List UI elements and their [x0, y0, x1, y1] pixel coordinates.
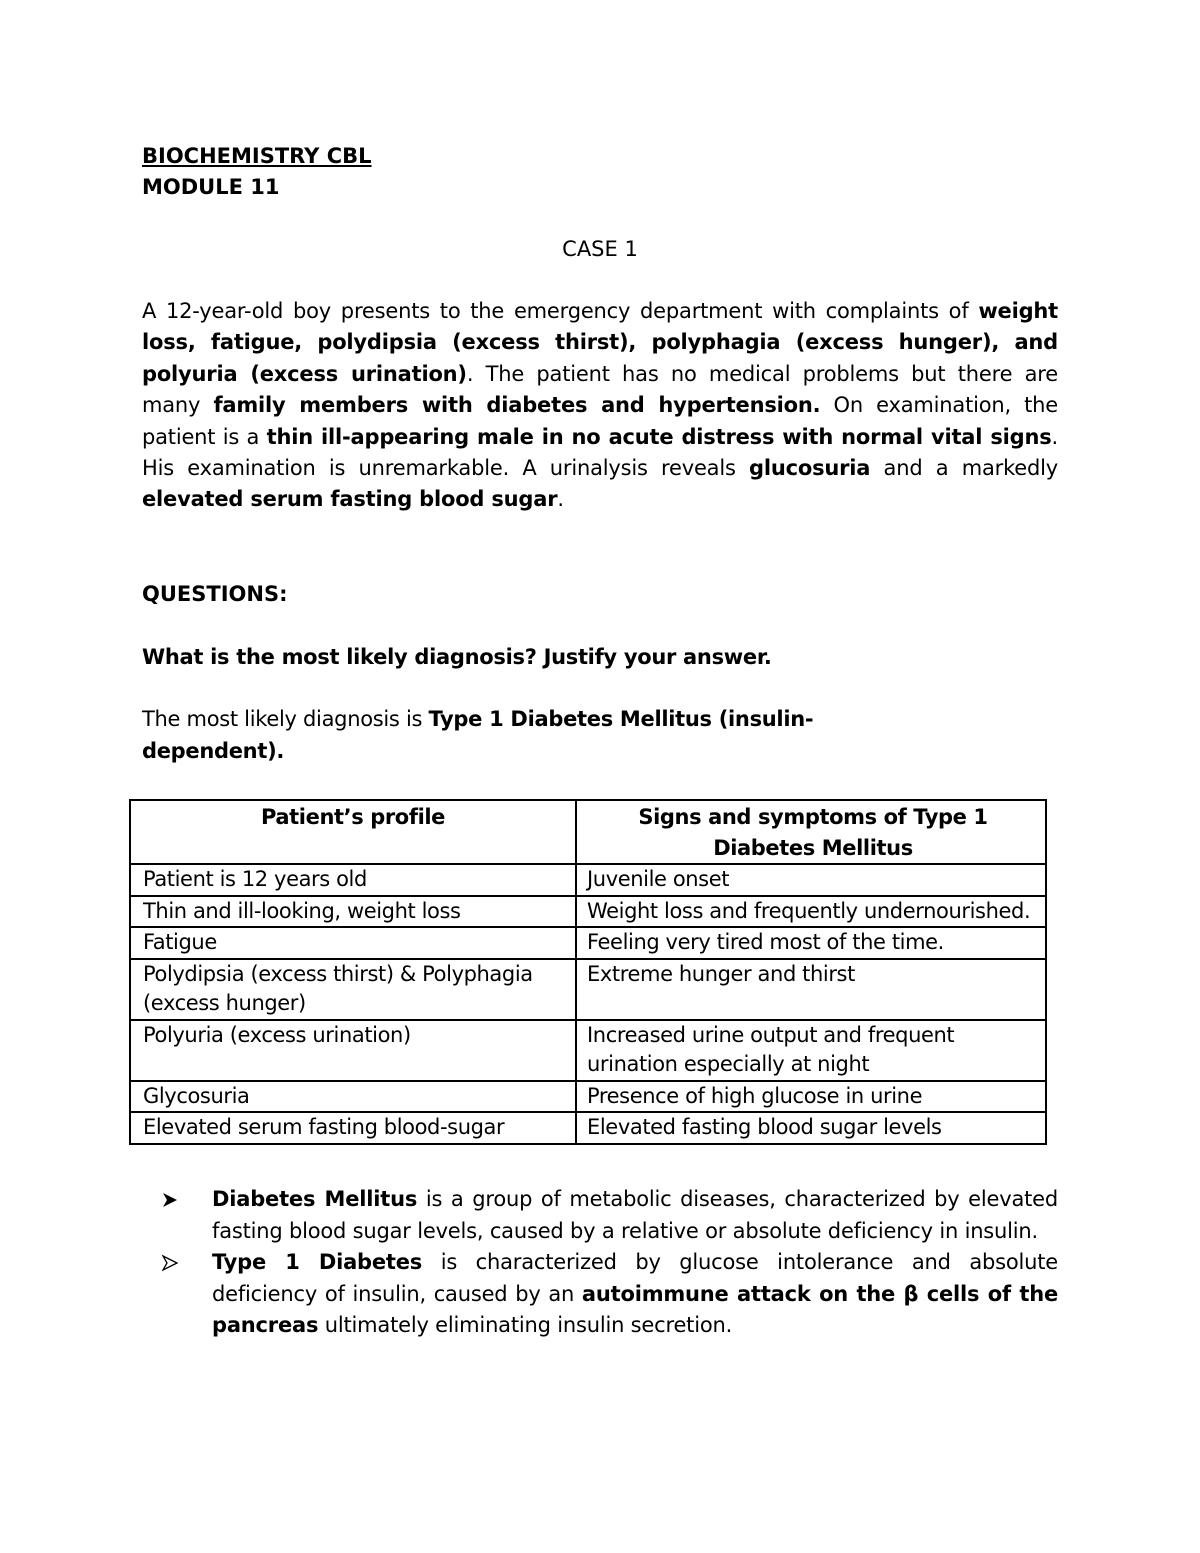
table-cell: Patient is 12 years old — [130, 864, 576, 896]
case-exam-finding: thin ill-appearing male in no acute distress with normal vital signs — [266, 424, 1052, 449]
case-text: . The patient has no medical problems but there are many — [142, 361, 1058, 418]
answer-prefix: The most likely diagnosis is — [142, 707, 429, 731]
arrowhead-bullet-icon — [162, 1247, 182, 1278]
case-paragraph — [142, 296, 1058, 516]
term-diabetes-mellitus: Diabetes Mellitus — [212, 1187, 418, 1211]
column-header-patient-profile: Patient’s profile — [130, 800, 576, 864]
list-item — [162, 1184, 1058, 1247]
arrowhead-bullet-icon — [162, 1184, 182, 1215]
table-cell: Elevated serum fasting blood-sugar — [130, 1112, 576, 1144]
table-cell: Polydipsia (excess thirst) & Polyphagia (excess hunger) — [130, 959, 576, 1020]
table-cell: Glycosuria — [130, 1081, 576, 1113]
table-row — [130, 959, 1046, 1020]
answer-text — [142, 704, 942, 767]
case-family-history: family members with diabetes and hypertension. — [213, 393, 821, 418]
question-text: What is the most likely diagnosis? Justify your answer. — [142, 645, 772, 669]
table-row — [130, 1112, 1046, 1144]
case-text: . His examination is unremarkable. A urinalysis reveals — [142, 424, 1058, 481]
definition-list — [162, 1184, 1058, 1342]
case-glucosuria: glucosuria — [749, 456, 871, 481]
table-row — [130, 1081, 1046, 1113]
table-row — [130, 896, 1046, 928]
module-label: MODULE 11 — [142, 175, 280, 199]
case-blood-sugar: elevated serum fasting blood sugar — [142, 487, 558, 512]
table-cell: Polyuria (excess urination) — [130, 1020, 576, 1081]
comparison-table — [129, 799, 1047, 1145]
answer-diagnosis: Type 1 Diabetes Mellitus (insulin-dependent). — [142, 707, 814, 763]
definition-text: is a group of metabolic diseases, characterized by elevated fasting blood sugar levels, caused by a relative or absolute deficiency in insulin. — [212, 1187, 1058, 1243]
case-text: . — [557, 487, 564, 512]
table-cell: Thin and ill-looking, weight loss — [130, 896, 576, 928]
table-cell: Presence of high glucose in urine — [576, 1081, 1046, 1113]
autoimmune-cause: autoimmune attack on the β cells of the pancreas — [212, 1281, 1058, 1337]
case-symptoms: weight loss, fatigue, polydipsia (excess thirst), polyphagia (excess hunger), and polyuria (excess urination) — [142, 299, 1058, 386]
case-text: On examination, the patient is a — [142, 393, 1058, 449]
document-title: BIOCHEMISTRY CBL — [142, 144, 372, 168]
definition-text: ultimately eliminating insulin secretion. — [318, 1313, 733, 1337]
questions-heading: QUESTIONS: — [142, 582, 288, 606]
table-header-row — [130, 800, 1046, 864]
column-header-signs-symptoms: Signs and symptoms of Type 1 Diabetes Mellitus — [576, 800, 1046, 864]
list-item — [162, 1247, 1058, 1342]
table-row — [130, 927, 1046, 959]
table-row — [130, 1020, 1046, 1081]
table-cell: Elevated fasting blood sugar levels — [576, 1112, 1046, 1144]
table-row — [130, 864, 1046, 896]
case-text: and a markedly — [870, 456, 1058, 481]
table-cell: Increased urine output and frequent urination especially at night — [576, 1020, 1046, 1081]
table-cell: Fatigue — [130, 927, 576, 959]
term-type-1-diabetes: Type 1 Diabetes — [212, 1250, 423, 1274]
table-cell: Weight loss and frequently undernourished. — [576, 896, 1046, 928]
table-cell: Extreme hunger and thirst — [576, 959, 1046, 1020]
case-label: CASE 1 — [562, 237, 638, 261]
table-cell: Feeling very tired most of the time. — [576, 927, 1046, 959]
case-text: A 12-year-old boy presents to the emergency department with complaints of — [142, 299, 979, 323]
definition-text: is characterized by glucose intolerance and absolute deficiency of insulin, caused by an — [212, 1250, 1059, 1306]
table-cell: Juvenile onset — [576, 864, 1046, 896]
